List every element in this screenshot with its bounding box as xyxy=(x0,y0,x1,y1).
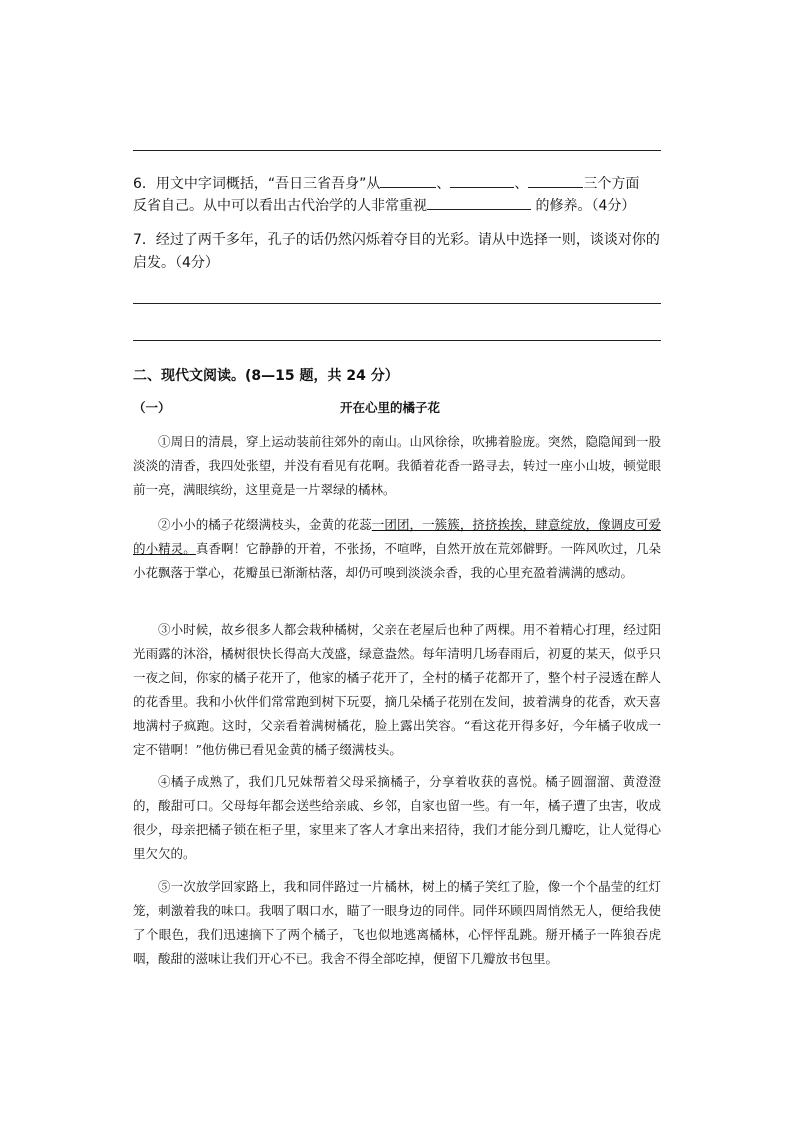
answer-blank-3[interactable] xyxy=(528,174,583,188)
question-6-text: 反省自己。从中可以看出古代治学的人非常重视 xyxy=(133,198,427,214)
question-6-line-1 xyxy=(133,174,663,192)
question-6-line-2 xyxy=(133,196,663,214)
question-7-text: 7．经过了两千多年，孔子的话仍然闪烁着夺目的光彩。请从中选择一则，谈谈对你的 xyxy=(133,232,660,248)
article-title: 开在心里的橘子花 xyxy=(340,400,441,415)
separator: 、 xyxy=(514,176,529,192)
paragraph-3: ③小时候，故乡很多人都会栽种橘树，父亲在老屋后也种了两棵。用不着精心打理，经过阳光雨露的沐浴，橘树很快长得高大茂盛，绿意盎然。每年清明几场春雨后，初夏的某天，似乎只一夜之间，你家的橘子花开了，他家的橘子花开了，全村的橘子花都开了，整个村子浸透在醉人的花香里。我和小伙伴们常常跑到树下玩耍，摘几朵橘子花别在发间，披着满身的花香，欢天喜地满村子疯跑。这时，父亲看着满树橘花，脸上露出笑容。“看这花开得多好，今年橘子收成一定不错啊！”他仿佛已看见金黄的橘子缀满枝头。 xyxy=(133,622,661,757)
paragraph-2-text: ②小小的橘子花缀满枝头，金黄的花蕊 xyxy=(158,517,372,532)
answer-line-q7-1[interactable] xyxy=(133,303,661,304)
question-6-text: 6．用文中字词概括，“吾日三省吾身”从 xyxy=(133,176,381,192)
part-label: （一） xyxy=(133,400,171,415)
answer-line-q7-2[interactable] xyxy=(133,340,661,341)
answer-blank-1[interactable] xyxy=(380,174,436,188)
question-7-text: 启发。（4分） xyxy=(133,255,219,271)
separator: 、 xyxy=(436,176,451,192)
answer-blank-4[interactable] xyxy=(427,196,531,210)
answer-line-top xyxy=(133,150,661,151)
paragraph-2-text: 真香啊！它静静的开着，不张扬，不喧哗，自然开放在荒郊僻野。一阵风吹过，几朵小花飘落于掌心，花瓣虽已渐渐枯落，却仍可嗅到淡淡余香，我的心里充盈着满满的感动。 xyxy=(133,541,661,580)
underlined-sentence: 一团团，一簇簇，挤挤挨挨，肆意绽放，像调皮可爱的小精灵。 xyxy=(133,517,661,556)
paragraph-4: ④橘子成熟了，我们几兄妹帮着父母采摘橘子，分享着收获的喜悦。橘子圆溜溜、黄澄澄的，酸甜可口。父母每年都会送些给亲戚、乡邻，自家也留一些。有一年，橘子遭了虫害，收成很少，母亲把橘子锁在柜子里，家里来了客人才拿出来招待，我们才能分到几瓣吃，让人觉得心里欠欠的。 xyxy=(133,774,661,861)
question-7-line-2 xyxy=(133,255,663,271)
paragraph-1: ①周日的清晨，穿上运动装前往郊外的南山。山风徐徐，吹拂着脸庞。突然，隐隐闻到一股淡淡的清香，我四处张望，并没有看见有花啊。我循着花香一路寻去，转过一座小山坡，顿觉眼前一亮，满眼缤纷，这里竟是一片翠绿的橘林。 xyxy=(133,434,661,497)
question-6-text: 三个方面 xyxy=(583,176,640,192)
question-7-line-1 xyxy=(133,232,663,248)
answer-blank-2[interactable] xyxy=(450,174,514,188)
paragraph-5: ⑤一次放学回家路上，我和同伴路过一片橘林，树上的橘子笑红了脸，像一个个晶莹的红灯笼，刺激着我的味口。我咽了咽口水，瞄了一眼身边的同伴。同伴环顾四周悄然无人，便给我使了个眼色，我们迅速摘下了两个橘子，飞也似地逃离橘林，心怦怦乱跳。掰开橘子一阵狼吞虎咽，酸甜的滋味让我们开心不已。我舍不得全部吃掉，便留下几瓣放书包里。 xyxy=(133,879,661,966)
section-heading: 二、现代文阅读。(8—15 题，共 24 分） xyxy=(133,368,399,384)
question-6-text: 的修养。（4分） xyxy=(535,198,636,214)
paragraph-2 xyxy=(133,513,661,585)
